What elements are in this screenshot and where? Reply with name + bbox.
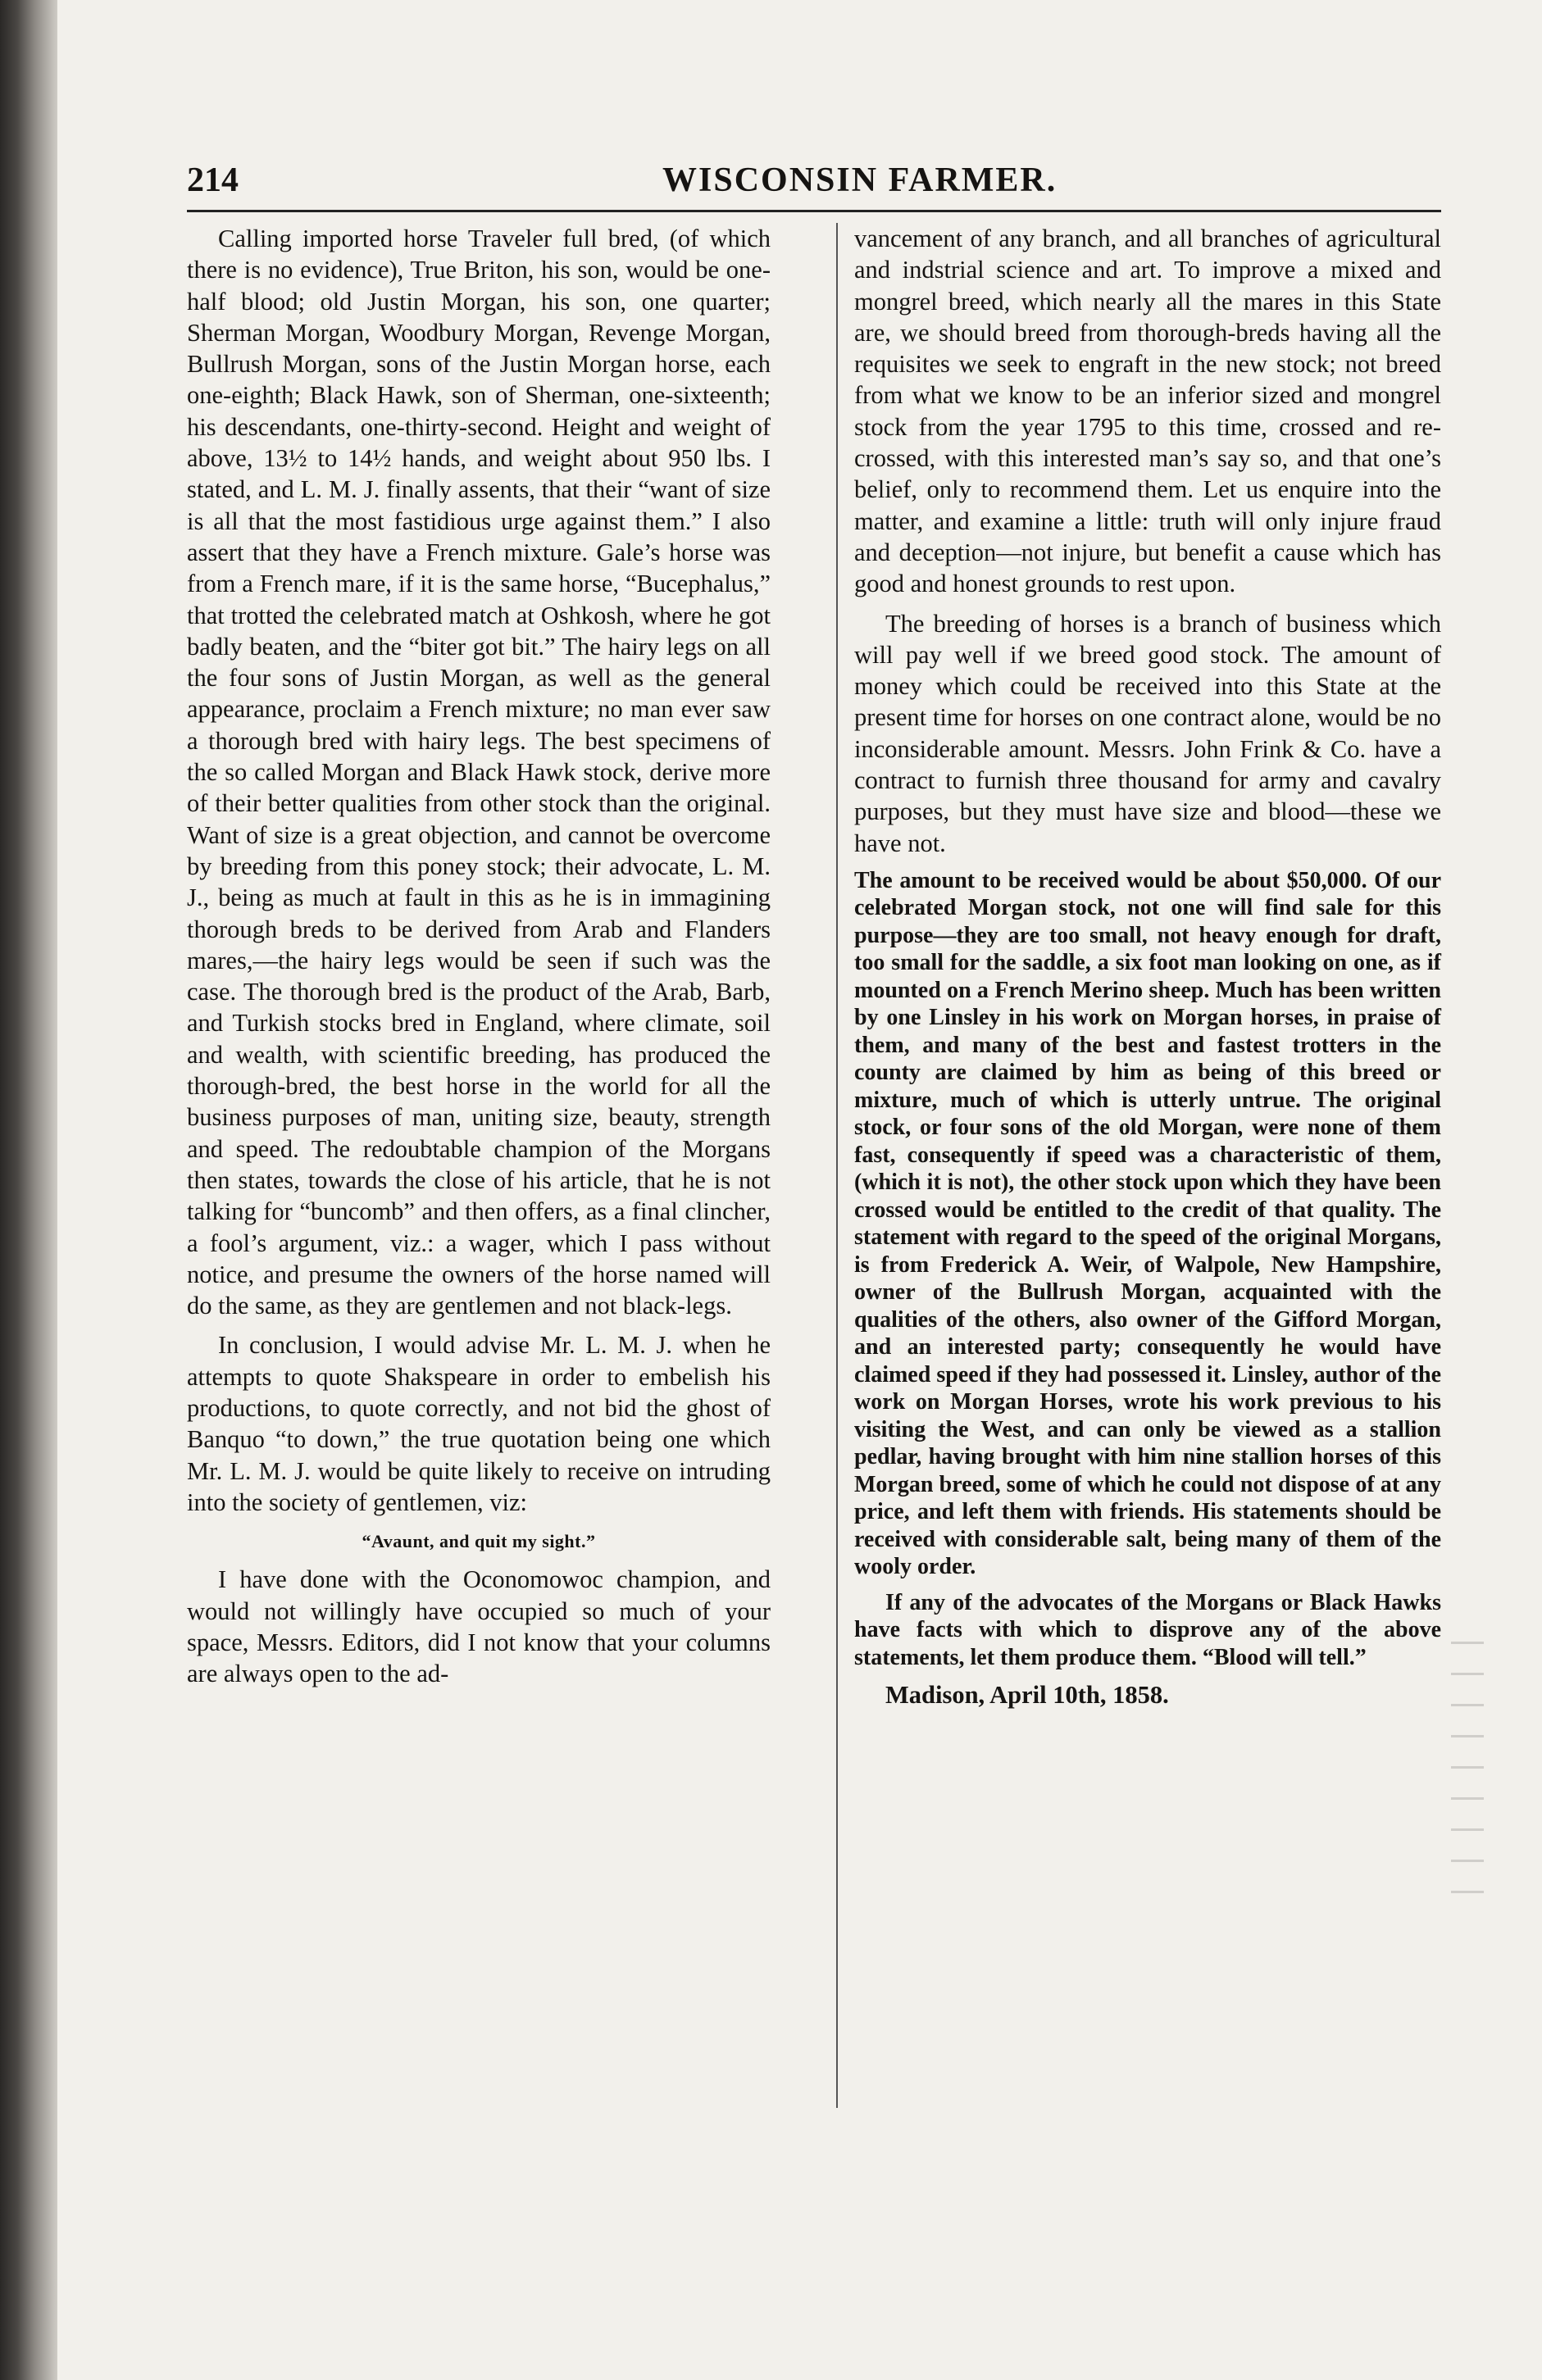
paragraph: The breeding of horses is a branch of business which will pay well if we breed good stock. The amount of money which could be received into this State at the present time for horses on one contract alone, would be no inconsiderable amount. Messrs. John Frink & Co. have a contract to furnish three thousand for army and cavalry purposes, but they must have size and blood—these we have not. (854, 609, 1441, 857)
paragraph: vancement of any branch, and all branches of agricultural and indstrial science and art. To improve a mixed and mongrel breed, which nearly all the mares in this State are, we should breed from thorough-breds having all the requisites we seek to engraft in the new stock; not breed from what we know to be an inferior sized and mongrel stock from the year 1795 to this time, crossed and re-crossed, with this interested man’s say so, and that one’s belief, only to recommend them. Let us enquire into the matter, and examine a little: truth will only injure fraud and deception—not injure, but benefit a cause which has good and honest grounds to rest upon. (854, 225, 1441, 598)
paragraph: Calling imported horse Traveler full bred, (of which there is no evidence), True Briton, his son, would be one-half blood; old Justin Morgan, his son, one quarter; Sherman Morgan, Woodbury Morgan, Revenge Morgan, Bullrush Morgan, sons of the Justin Morgan horse, each one-eighth; Black Hawk, son of Sherman, one-sixteenth; his descendants, one-thirty-second. Height and weight of above, 13½ to 14½ hands, and weight about 950 lbs. I stated, and L. M. J. finally assents, that their “want of size is all that the most fastidious urge against them.” I also assert that they have a French mixture. Gale’s horse was from a French mare, if it is the same horse, “Bucephalus,” that trotted the celebrated match at Oshkosh, where he got badly beaten, and the “biter got bit.” The hairy legs on all the four sons of Justin Morgan, as well as the general appearance, proclaim a French mixture; no man ever saw a thorough bred with hairy legs. The best specimens of the so called Morgan and Black Hawk stock, derive more of their better qualities from other stock than the original. Want of size is a great objection, and cannot be overcome by breeding from this poney stock; their advocate, L. M. J., being as much at fault in this as he is in immagining thorough breds to be derived from Arab and Flanders mares,—the hairy legs would be seen if such was the case. The thorough bred is the product of the Arab, Barb, and Turkish stocks bred in England, where climate, soil and wealth, with scientific breeding, has produced the thorough-bred, the best horse in the world for all the business purposes of man, uniting size, beauty, strength and speed. The redoubtable champion of the Morgans then states, towards the close of his article, that he is not talking for “buncomb” and then offers, as a final clincher, a fool’s argument, viz.: a wager, which I pass without notice, and presume the owners of the horse named will do the same, as they are gentlemen and not black-legs. (187, 225, 771, 1320)
paragraph: The amount to be received would be about $50,000. Of our celebrated Morgan stock, not one will find sale for this purpose—they are too small, not heavy enough for draft, too small for the saddle, a six foot man looking on one, as if mounted on a French Merino sheep. Much has been written by one Linsley in his work on Morgan horses, in praise of them, and many of the best and fastest trotters in the county are claimed by him as being of this breed or mixture, much of which is utterly untrue. The original stock, or four sons of the old Morgan, were none of them fast, consequently if speed was a characteristic of them, (which it is not), the other stock upon which they have been crossed would be entitled to the credit of that quality. The statement with regard to the speed of the original Morgans, is from Frederick A. Weir, of Walpole, New Hampshire, owner of the Bullrush Morgan, acquainted with the qualities of the others, also owner of the Gifford Morgan, and an interested party; consequently he would have claimed speed if they had possessed it. Linsley, author of the work on Morgan Horses, wrote his work previous to his visiting the West, and can only be viewed as a stallion pedlar, having brought with him nine stallion horses of this Morgan breed, some of which he could not dispose of at any price, and left them with friends. His statements should be received with considerable salt, being many of them of the wooly order. (854, 867, 1441, 1580)
paragraph: If any of the advocates of the Morgans or Black Hawks have facts with which to disprove any of the above statements, let them produce them. “Blood will tell.” (854, 1589, 1441, 1670)
column-divider (836, 223, 838, 2108)
page-header (187, 161, 1441, 210)
left-column (187, 223, 771, 1698)
page-number: 214 (187, 161, 239, 199)
shakespeare-quote: “Avaunt, and quit my sight.” (362, 1531, 596, 1552)
book-binding-edge (0, 0, 57, 2380)
running-head-title: WISCONSIN FARMER. (662, 161, 1058, 199)
paragraph: In conclusion, I would advise Mr. L. M. J. when he attempts to quote Shakspeare in order to embelish his productions, to quote correctly, and not bid the ghost of Banquo “to down,” the true quotation being one which Mr. L. M. J. would be quite likely to receive on intruding into the society of gentlemen, viz: (187, 1331, 771, 1516)
paragraph: I have done with the Oconomowoc champion, and would not willingly have occupied so much of your space, Messrs. Editors, did I not know that your columns are always open to the ad- (187, 1565, 771, 1688)
header-rule (187, 210, 1441, 212)
right-column (854, 223, 1441, 1719)
show-through-bleed (1451, 1631, 1484, 1893)
dateline: Madison, April 10th, 1858. (885, 1681, 1169, 1710)
